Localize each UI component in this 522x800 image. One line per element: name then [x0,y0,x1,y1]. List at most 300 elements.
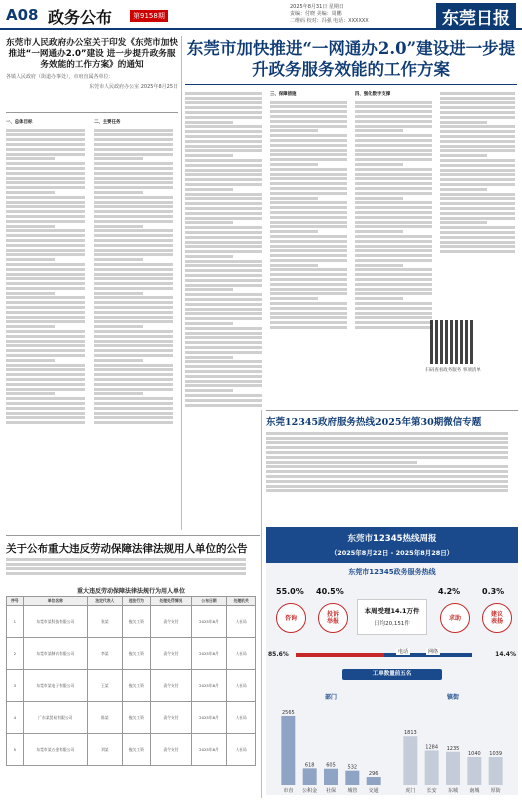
bar [303,768,317,785]
text-line [185,202,262,205]
bar-value-label: 532 [347,764,358,771]
text-line [185,375,262,378]
text-line [6,368,85,371]
text-line [94,249,173,252]
bar-value-label: 296 [368,771,379,778]
text-line [6,402,85,405]
text-line [94,412,173,415]
text-line [185,231,262,234]
help-circle: 求助 [440,603,470,633]
table-cell: 1 [7,606,24,638]
text-line [185,384,262,387]
text-line [440,202,515,205]
text-line [355,240,432,243]
text-line [6,162,85,165]
text-line [440,125,515,128]
text-line [94,162,173,165]
text-line [94,191,143,194]
table-cell: 陈某 [88,702,123,734]
infographic-subtitle: 东莞市12345政务服务热线 [348,568,436,576]
text-line [270,273,347,276]
text-line [440,221,487,224]
text-line [94,311,173,314]
text-line [94,258,143,261]
text-line [440,169,515,172]
text-line [440,135,515,138]
text-line [440,97,515,100]
bar-category-label: 长安 [426,788,437,794]
text-line [6,215,85,218]
text-line [6,201,85,204]
text-line [266,456,508,459]
text-line [355,216,432,219]
channel-split-bar: 85.6% 电话 网络 14.4% [268,649,516,658]
table-cell: 2025年8月 [191,734,227,766]
text-line [270,268,347,271]
text-line [440,197,515,200]
table-header-cell: 序号 [7,597,24,606]
table-cell: 4 [7,702,24,734]
text-line [440,149,515,152]
text-line [94,301,173,304]
text-line [94,349,173,352]
table-title: 重大违反劳动保障法律法规行为用人单位 [76,588,185,595]
bar-category-label: 市直 [283,788,294,794]
text-line [94,364,173,367]
text-line [355,211,432,214]
text-line [266,451,508,454]
text-line [94,225,143,228]
bar [467,757,481,785]
text-line [185,346,262,349]
text-line [266,441,508,444]
text-line [440,178,515,181]
bar [345,771,359,785]
text-line [185,145,262,148]
text-line [6,133,85,136]
bar [425,750,439,785]
text-line [440,212,515,215]
text-line [270,187,347,190]
table-cell: 责令支付 [151,638,192,670]
text-line [355,278,432,281]
bar-value-label: 1040 [467,751,481,757]
text-line [6,340,85,343]
text-line [185,149,262,152]
text-line [185,164,262,167]
text-line [94,167,173,170]
bar-category-label: 公积金 [302,788,318,794]
bar [403,736,417,785]
text-line [355,149,432,152]
table-cell: 王某 [88,670,123,702]
bar [446,752,460,785]
text-line [440,245,515,248]
table-cell: 2 [7,638,24,670]
text-line [6,383,85,386]
text-line [266,480,508,483]
table-cell: 责令支付 [151,702,192,734]
text-line [440,159,515,162]
text-line [6,344,85,347]
text-line [185,236,262,239]
table-cell: 人社局 [227,606,256,638]
text-line [94,210,173,213]
table-header-cell: 处理处罚情况 [151,597,192,606]
text-line [270,197,318,200]
text-line [94,234,173,237]
text-line [270,211,347,214]
text-line [355,302,432,305]
announcement-body [6,556,256,584]
text-line [440,193,515,196]
complaint-circle: 投诉 举报 [318,603,348,633]
text-line [6,416,85,419]
text-line [6,191,55,194]
text-line [185,351,262,354]
text-line [270,225,347,228]
text-line [185,279,262,282]
pct-help: 4.2% [438,587,461,596]
hotline-section-title: 东莞12345政府服务热线2025年第30期微信专题 [266,417,482,428]
text-line [6,306,85,309]
text-line [440,154,487,157]
text-line [6,229,85,232]
text-line [270,283,347,286]
bar-category-label: 社保 [325,788,337,794]
bar [324,769,338,785]
text-line [94,244,173,247]
bar-category-label: 虎门 [405,788,416,794]
text-line [94,287,173,290]
text-line [6,397,85,400]
text-line [6,407,85,410]
text-line [355,273,432,276]
text-line [94,354,173,357]
text-line [94,292,143,295]
text-line [270,278,347,281]
text-line [440,217,515,220]
text-line [355,283,432,286]
text-line [270,201,347,204]
text-line [270,173,347,176]
text-line [270,110,347,113]
text-line [6,153,85,156]
text-line [94,138,173,141]
table-cell: 拖欠工资 [122,638,151,670]
text-line [6,172,85,175]
text-line [355,158,432,161]
text-line [94,253,173,256]
text-line [355,292,432,295]
text-line [185,298,262,301]
table-cell: 东莞市某五金有限公司 [23,734,87,766]
text-line [355,230,403,233]
text-line [270,125,347,128]
hotline-infographic [266,527,518,795]
text-line [185,255,233,258]
text-line [270,235,347,238]
text-line [355,187,432,190]
text-line [94,268,173,271]
text-line [185,389,233,392]
table-cell: 2025年8月 [191,670,227,702]
text-line [440,236,515,239]
table-cell: 广东某贸易有限公司 [23,702,87,734]
text-line [270,101,347,104]
text-line [6,287,85,290]
text-line [185,130,262,133]
text-line [185,365,262,368]
text-line [440,92,515,95]
text-line [185,217,262,220]
text-line [94,148,173,151]
bar-value-label: 1813 [403,730,417,737]
text-line [440,111,515,114]
table-cell: 人社局 [227,638,256,670]
lead-notice-subtitle: 各镇人民政府（街道办事处），市府直属各单位： [6,74,114,80]
text-line [185,101,262,104]
infographic-header: 东莞市12345热线周报 （2025年8月22日 - 2025年8月28日） [266,527,518,563]
text-line [270,177,347,180]
text-line [270,182,347,185]
text-line [6,239,85,242]
text-line [6,143,85,146]
body-column-6 [440,90,518,315]
body-column-3 [185,90,265,530]
text-line [185,135,262,138]
table-row [7,670,256,702]
table-body [7,606,256,766]
bar-category-label: 厚街 [490,788,501,794]
bar [281,716,295,785]
text-line [94,388,173,391]
text-line [266,489,508,492]
text-line [6,167,85,170]
bar-value-label: 1284 [425,744,439,751]
bar-category-label: 城管 [347,788,358,794]
text-line [355,168,432,171]
text-line [440,207,515,210]
text-line [270,153,347,156]
text-line [185,173,262,176]
text-line [270,134,347,137]
text-line [355,201,432,204]
text-line [6,196,85,199]
table-row [7,606,256,638]
text-line [94,416,173,419]
text-line [94,335,173,338]
text-line [185,125,262,128]
table-cell: 人社局 [227,734,256,766]
text-line [6,325,55,328]
text-line [94,220,173,223]
text-line [6,277,85,280]
table-header-cell: 法定代表人 [88,597,123,606]
text-line [270,105,347,108]
text-line [185,207,262,210]
text-line [270,245,347,248]
text-line [440,101,515,104]
table-header-cell: 处理机关 [227,597,256,606]
text-line [6,138,85,141]
text-line [440,116,515,119]
pct-consult: 55.0% [276,587,304,596]
text-line [6,129,85,132]
table-cell: 责令支付 [151,734,192,766]
text-line [6,263,85,266]
text-line [94,172,173,175]
text-line [355,105,432,108]
text-line [94,373,173,376]
text-line [185,356,233,359]
text-line [94,421,173,424]
text-line [185,121,233,124]
text-line [185,360,262,363]
text-line [6,258,55,261]
text-line [355,321,432,324]
text-line [440,250,515,253]
text-line [185,332,262,335]
text-line [355,259,432,262]
text-line [94,215,173,218]
text-line [270,288,347,291]
text-line [6,273,85,276]
text-line [6,359,55,362]
text-line [94,273,173,276]
text-line [266,461,417,464]
text-line [266,446,508,449]
column-divider [261,410,262,798]
text-line [185,370,262,373]
text-line [94,157,143,160]
text-line [185,245,262,248]
text-line [185,116,262,119]
text-line [355,307,432,310]
text-line [355,249,432,252]
text-line [185,404,262,407]
text-line [440,173,515,176]
text-line [355,254,432,257]
table-cell: 拖欠工资 [122,606,151,638]
text-line [355,139,432,142]
text-line [440,140,515,143]
text-line [355,264,403,267]
text-line [185,336,262,339]
text-line [440,145,515,148]
table-cell: 拖欠工资 [122,670,151,702]
bar-category-label: 交通 [368,788,379,794]
lead-notice-title: 东莞市人民政府办公室关于印发《东莞市加快推进“一网通办2.0”建设 进一步提升政务服务效能的工作方案》的通知 [6,38,178,70]
table-cell: 3 [7,670,24,702]
text-line [266,475,508,478]
text-line [94,378,173,381]
lead-notice [6,38,178,90]
text-line [355,134,432,137]
text-line [270,316,347,319]
text-line [270,149,347,152]
text-line [6,186,85,189]
text-line [270,216,347,219]
text-line [355,129,403,132]
main-title: 东莞市加快推进“一网通办2.0”建设进一步提升政务服务效能的工作方案 [186,39,516,79]
body-column-4: 三、保障措施 [270,90,350,410]
text-line [185,322,233,325]
text-line [6,301,85,304]
text-line [6,421,85,424]
text-line [185,312,262,315]
text-line [94,402,173,405]
bar-value-label: 2565 [281,709,295,716]
text-line [94,330,173,333]
text-line [355,206,432,209]
text-line [6,234,85,237]
header-meta: 2025年8月31日 星期日 责编：付晓 美编：周鹏 二维码 校对：冯强 电话：XXXXXX [290,4,369,24]
pct-suggest: 0.3% [482,587,505,596]
table-header-cell: 单位名称 [23,597,87,606]
bar-value-label: 1039 [489,751,503,758]
text-line [355,182,432,185]
table-row [7,702,256,734]
text-line [185,284,262,287]
text-line [185,226,262,229]
text-line [270,297,318,300]
text-line [94,383,173,386]
text-line [6,292,55,295]
table-cell: 人社局 [227,670,256,702]
divider [266,410,518,411]
text-line [6,244,85,247]
pct-complaint: 40.5% [316,587,344,596]
text-line [355,163,403,166]
text-line [94,282,173,285]
table-row [7,638,256,670]
weekly-total-box: 本周受理14.1万件 日均20,151件 [357,599,427,635]
table-cell: 2025年8月 [191,702,227,734]
text-line [6,388,85,391]
text-line [270,264,318,267]
text-line [185,264,262,267]
text-line [6,354,85,357]
text-line [355,221,432,224]
text-line [440,241,515,244]
text-line [6,205,85,208]
text-line [440,106,515,109]
lead-notice-date: 东莞市人民政府办公室 2025年8月25日 [89,84,178,90]
text-line [440,164,515,167]
table-cell: 张某 [88,606,123,638]
text-line [185,212,262,215]
text-line [94,181,173,184]
edition-badge: 第9158期 [130,10,168,22]
text-line [270,321,347,324]
text-line [185,303,262,306]
divider [185,84,517,85]
text-line [94,201,173,204]
text-line [94,205,173,208]
top5-ribbon: 工单数量前五名 [342,669,442,680]
text-line [270,192,347,195]
text-line [270,240,347,243]
text-line [94,177,173,180]
text-line [6,249,85,252]
text-line [270,221,347,224]
bar-value-label: 618 [304,762,315,769]
panel-title: 镇街 [446,694,460,701]
text-line [185,341,262,344]
text-line [266,437,508,440]
bar-value-label: 1235 [446,745,460,752]
